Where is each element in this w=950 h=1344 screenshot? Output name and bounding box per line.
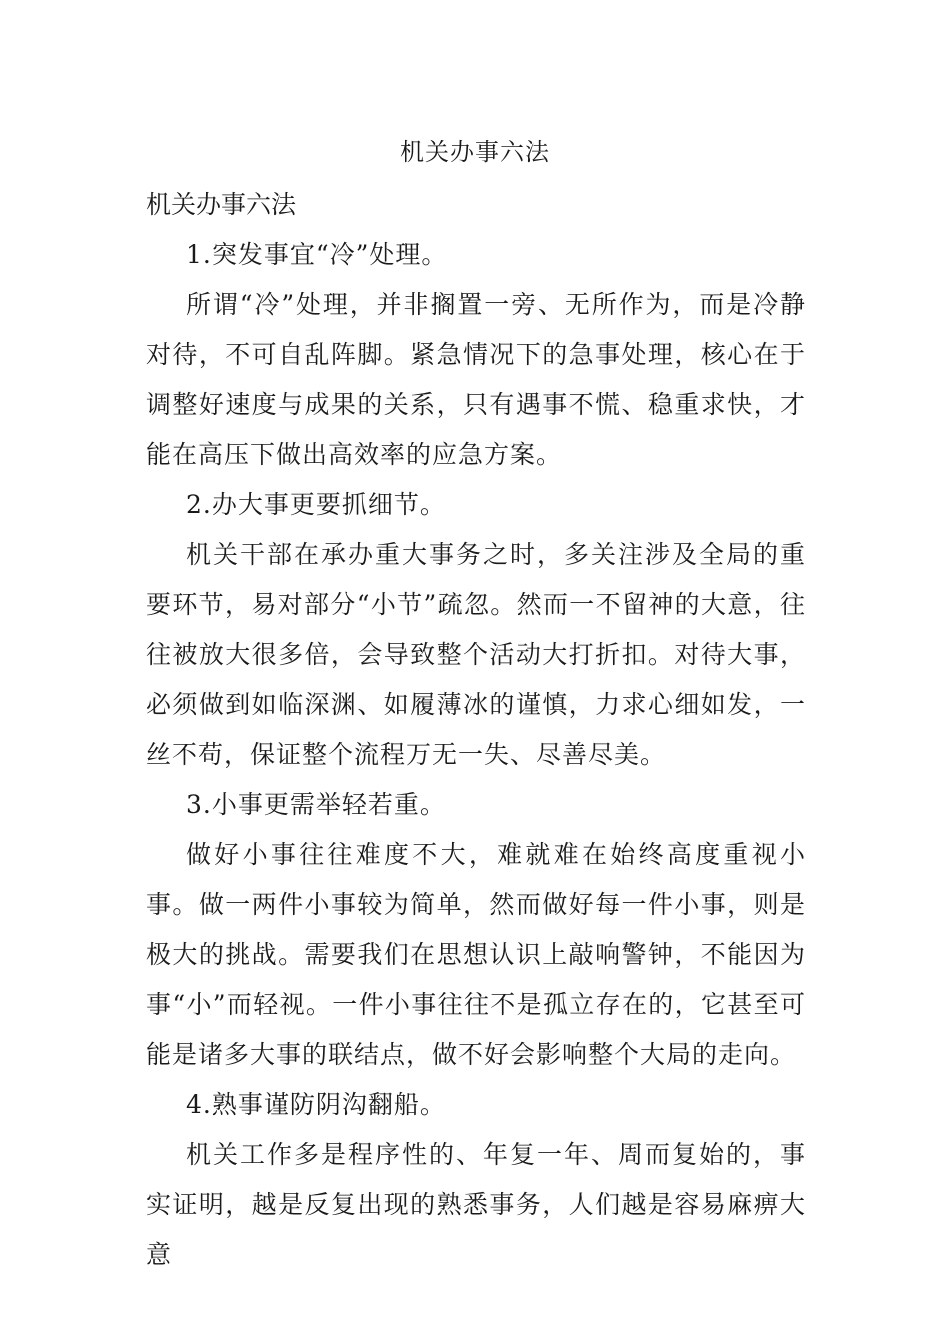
section-heading-3: 3.小事更需举轻若重。 — [186, 790, 446, 819]
page-title: 机关办事六法 — [400, 138, 550, 166]
section-paragraph-2: 机关干部在承办重大事务之时，多关注涉及全局的重要环节，易对部分“小节”疏忽。然而一不留神的大意，往往被放大很多倍，会导致整个活动大打折扣。对待大事，必须做到如临深渊、如履薄冰的谨慎，力求心细如发，一丝不苟，保证整个流程万无一失、尽善尽美。 — [146, 540, 806, 769]
section-heading-1: 1.突发事宜“冷”处理。 — [186, 240, 448, 269]
section-paragraph-1: 所谓“冷”处理，并非搁置一旁、无所作为，而是冷静对待，不可自乱阵脚。紧急情况下的急事处理，核心在于调整好速度与成果的关系，只有遇事不慌、稳重求快，才能在高压下做出高效率的应急方案。 — [146, 290, 806, 469]
section-heading-4: 4.熟事谨防阴沟翻船。 — [186, 1090, 446, 1119]
document-body — [146, 180, 806, 1280]
section-heading-2: 2.办大事更要抓细节。 — [186, 490, 446, 519]
section-paragraph-3: 做好小事往往难度不大，难就难在始终高度重视小事。做一两件小事较为简单，然而做好每一件小事，则是极大的挑战。需要我们在思想认识上敲响警钟，不能因为事“小”而轻视。一件小事往往不是孤立存在的，它甚至可能是诸多大事的联结点，做不好会影响整个大局的走向。 — [146, 840, 806, 1069]
document-subtitle: 机关办事六法 — [146, 190, 297, 219]
section-paragraph-4: 机关工作多是程序性的、年复一年、周而复始的，事实证明，越是反复出现的熟悉事务，人们越是容易麻痹大意 — [146, 1140, 806, 1269]
